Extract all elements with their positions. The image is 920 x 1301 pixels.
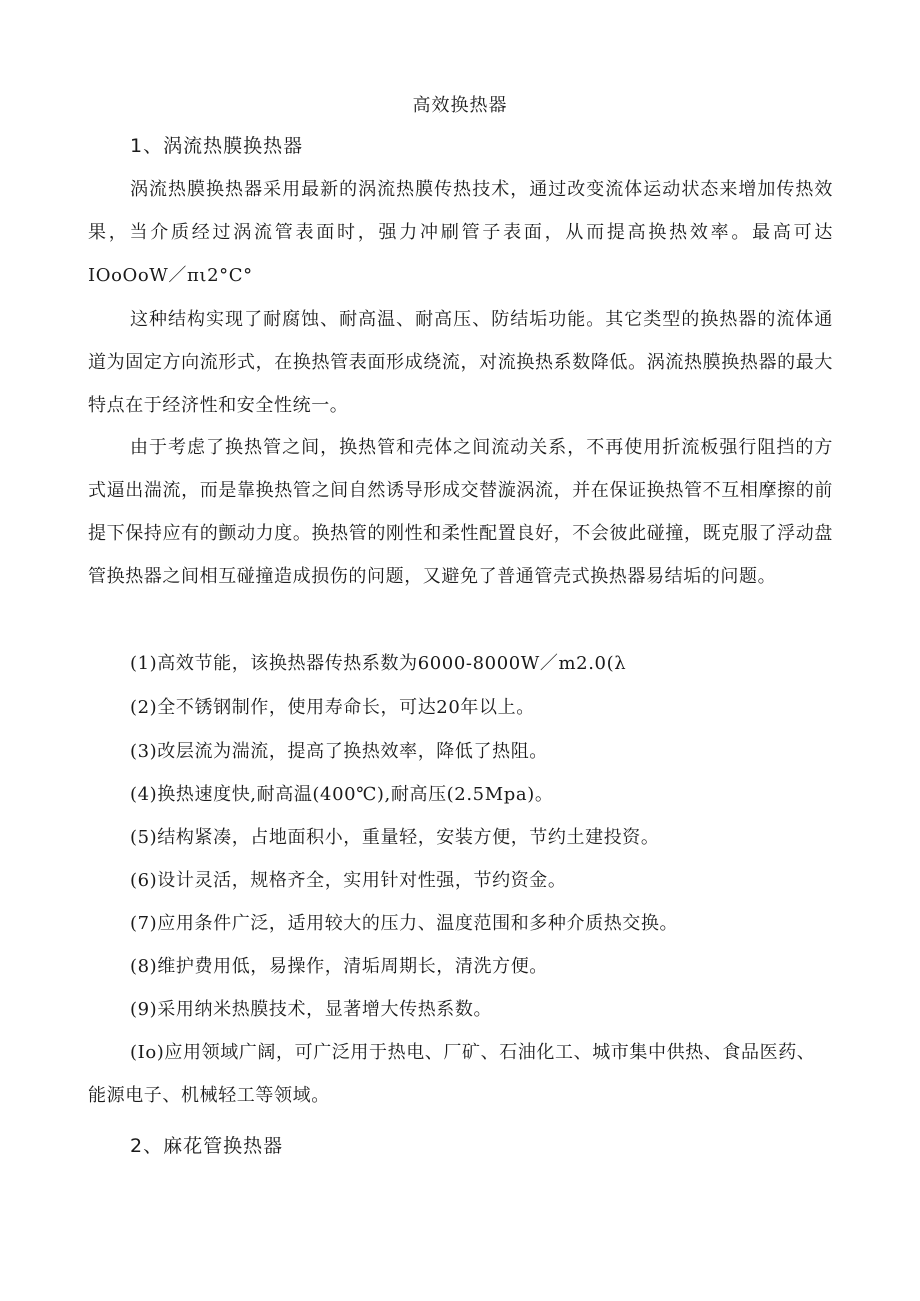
section-2-heading: 2、麻花管换热器	[130, 1135, 284, 1157]
section-1-paragraph-2: 这种结构实现了耐腐蚀、耐高温、耐高压、防结垢功能。其它类型的换热器的流体通道为固定方向流形式，在换热管表面形成绕流，对流换热系数降低。涡流热膜换热器的最大特点在于经济性和安全性统一。	[88, 309, 833, 416]
document-title: 高效换热器	[412, 95, 508, 116]
feature-item-8: (8)维护费用低，易操作，清垢周期长，清洗方便。	[130, 956, 548, 977]
section-1-paragraph-1: 涡流热膜换热器采用最新的涡流热膜传热技术，通过改变流体运动状态来增加传热效果，当介质经过涡流管表面时，强力冲刷管子表面，从而提高换热效率。最高可达IOoOoW／πι2°C°	[88, 179, 833, 286]
feature-item-2: (2)全不锈钢制作，使用寿命长，可达20年以上。	[130, 697, 535, 718]
feature-item-5: (5)结构紧凑，占地面积小，重量轻，安装方便，节约土建投资。	[130, 827, 660, 848]
feature-item-7: (7)应用条件广泛，适用较大的压力、温度范围和多种介质热交换。	[130, 913, 679, 934]
section-1-paragraph-3: 由于考虑了换热管之间，换热管和壳体之间流动关系，不再使用折流板强行阻挡的方式逼出湍流，而是靠换热管之间自然诱导形成交替漩涡流，并在保证换热管不互相摩擦的前提下保持应有的颤动力度。换热管的刚性和柔性配置良好，不会彼此碰撞，既克服了浮动盘管换热器之间相互碰撞造成损伤的问题，又避免了普通管壳式换热器易结垢的问题。	[88, 437, 833, 587]
feature-item-6: (6)设计灵活，规格齐全，实用针对性强，节约资金。	[130, 870, 567, 891]
feature-item-4: (4)换热速度快,耐高温(400℃),耐高压(2.5Mpa)。	[130, 784, 554, 805]
feature-item-10: (Io)应用领域广阔，可广泛用于热电、厂矿、石油化工、城市集中供热、食品医药、能源电子、机械轻工等领域。	[88, 1042, 816, 1106]
feature-item-9: (9)采用纳米热膜技术，显著增大传热系数。	[130, 999, 493, 1020]
section-1-heading: 1、涡流热膜换热器	[130, 135, 304, 157]
feature-item-1: (1)高效节能，该换热器传热系数为6000-8000W／m2.0(λ	[130, 653, 627, 674]
feature-item-3: (3)改层流为湍流，提高了换热效率，降低了热阻。	[130, 741, 548, 762]
